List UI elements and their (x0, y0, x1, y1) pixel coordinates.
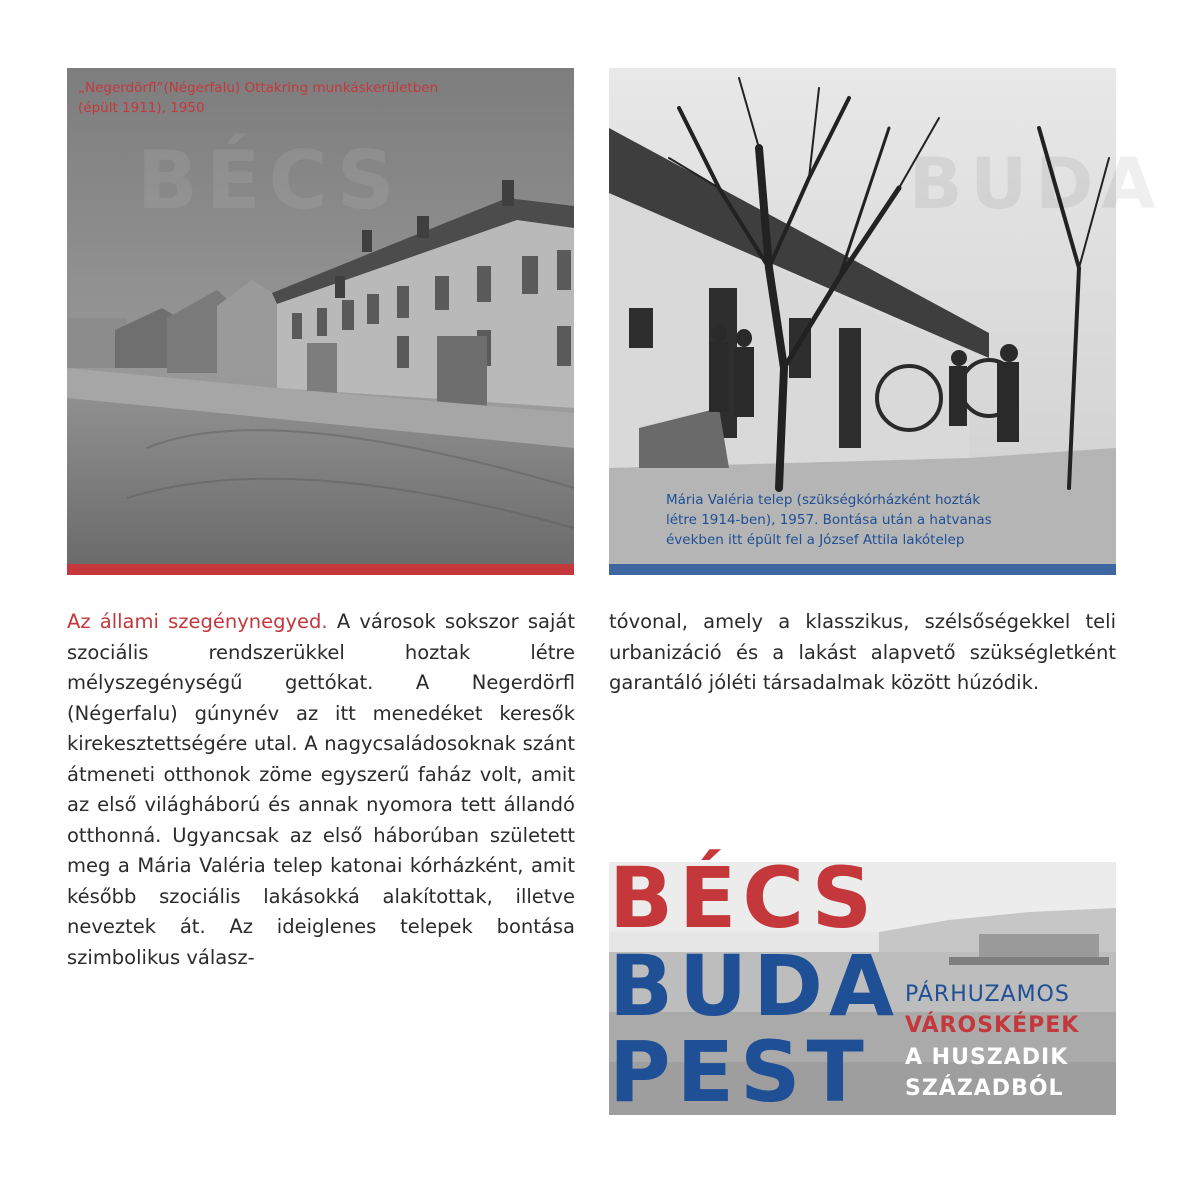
photo-negerdorfl-accent-bar (67, 564, 574, 575)
caption-line: Mária Valéria telep (szükségkórházként hozták (666, 492, 981, 508)
article-body-left: A városok sokszor saját szociális rendszerükkel hoztak létre mélyszegénységű gettókat. A Negerdörfl (Négerfalu) gúnynév az itt menedéket keresők kirekesztettségére utal. A nagycsaládosoknak szánt átmeneti otthonok zöme egyszerű faház volt, amit az első világháború és annak nyomora tett állandó otthonná. Ugyancsak az első háborúban született meg a Mária Valéria telep katonai kórházként, amit később szociális lakásokká alakítottak, illetve neveztek át. Az ideiglenes telepek bontása szimbolikus válasz- (67, 610, 576, 969)
photo-negerdorfl-image (67, 68, 574, 564)
article-column-right (609, 607, 1116, 699)
logo-subtitle-a-huszadik: A HUSZADIK (905, 1045, 1069, 1070)
caption-line: létre 1914-ben), 1957. Bontása után a hatvanas (666, 512, 992, 528)
logo-subtitle-varoskepek: VÁROSKÉPEK (905, 1013, 1080, 1038)
photo-maria-valeria-caption (666, 490, 1106, 550)
logo-word-becs: BÉCS (609, 849, 879, 947)
svg-text:BÉCS: BÉCS (137, 134, 403, 227)
series-logo (609, 849, 1116, 1121)
logo-subtitle-szazadbol: SZÁZADBÓL (905, 1076, 1064, 1101)
article-column-left (67, 607, 575, 973)
caption-line: „Negerdörfl”(Négerfalu) Ottakring munkáskerületben (78, 80, 439, 96)
caption-line: években itt épült fel a József Attila lakótelep (666, 532, 965, 548)
svg-text:BUDA: BUDA (909, 143, 1164, 225)
logo-word-pest: PEST (609, 1023, 870, 1121)
logo-subtitle-parhuzamos: PÁRHUZAMOS (905, 982, 1070, 1007)
logo-word-buda: BUDA (609, 937, 900, 1035)
caption-line: (épült 1911), 1950 (78, 100, 205, 116)
article-body-right: tóvonal, amely a klasszikus, szélsőségekkel teli urbanizáció és a lakást alapvető szükségletként garantáló jóléti társadalmak között húzódik. (609, 610, 1116, 694)
photo-negerdorfl-caption (78, 78, 548, 118)
article-lead: Az állami szegénynegyed. (67, 610, 328, 633)
photo-negerdorfl (67, 68, 574, 564)
photo-maria-valeria-accent-bar (609, 564, 1116, 575)
